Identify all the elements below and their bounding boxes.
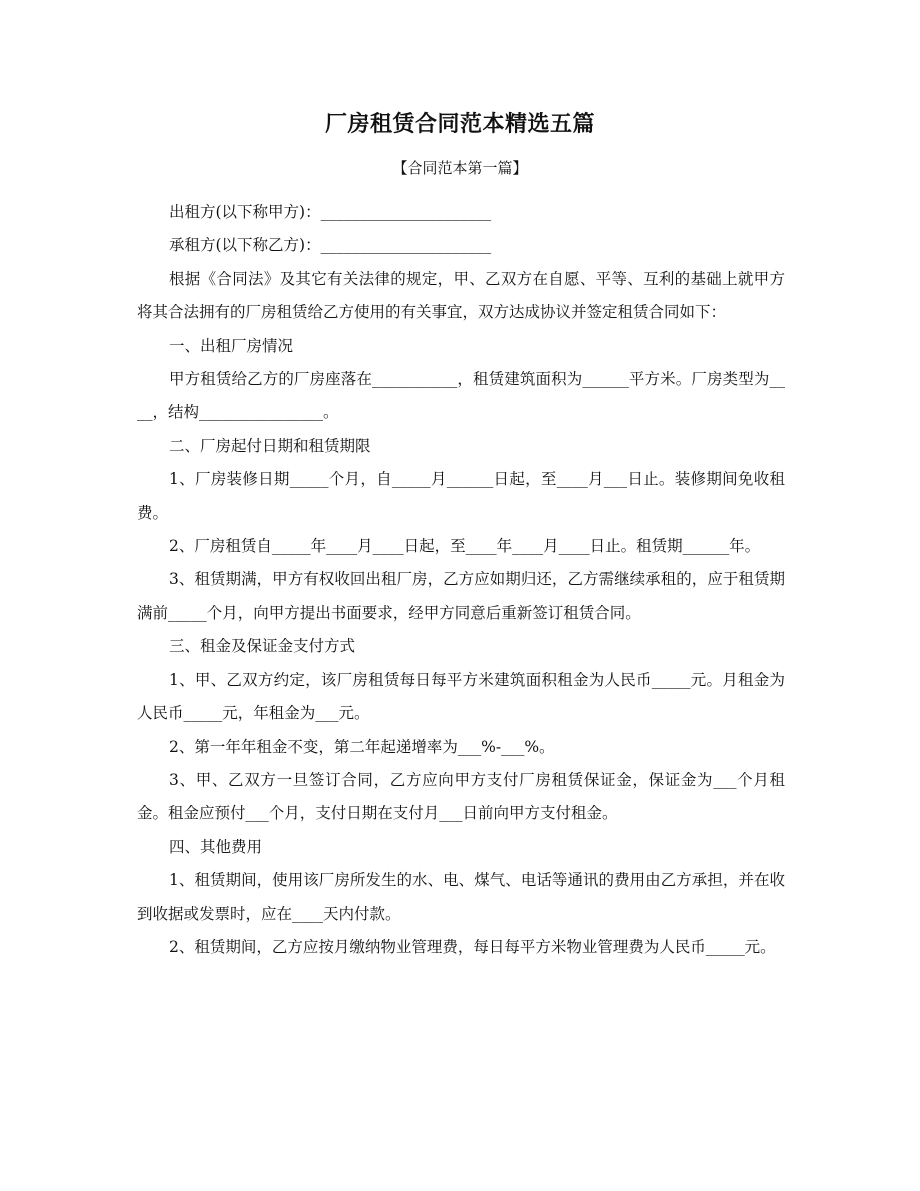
- clause-paragraph: 2、第一年年租金不变，第二年起递增率为___%-___%。: [169, 737, 555, 756]
- clause-paragraph: 3、甲、乙双方一旦签订合同，乙方应向甲方支付厂房租赁保证金，保证金为___个月租金。租金应预付___个月，支付日期在支付月___日前向甲方支付租金。: [137, 770, 785, 823]
- document-subtitle: 【合同范本第一篇】: [392, 159, 528, 177]
- section-heading-2: 二、厂房起付日期和租赁期限: [169, 436, 371, 455]
- section-heading-1: 一、出租厂房情况: [169, 336, 294, 355]
- clause-paragraph: 1、甲、乙双方约定，该厂房租赁每日每平方米建筑面积租金为人民币_____元。月租金为人民币_____元，年租金为___元。: [137, 670, 785, 723]
- document-title: 厂房租赁合同范本精选五篇: [324, 111, 595, 137]
- section-heading-4: 四、其他费用: [169, 837, 263, 856]
- preamble-paragraph: 根据《合同法》及其它有关法律的规定，甲、乙双方在自愿、平等、互利的基础上就甲方将其合法拥有的厂房租赁给乙方使用的有关事宜，双方达成协议并签定租赁合同如下：: [137, 269, 785, 322]
- lessor-line: 出租方(以下称甲方)：______________________: [169, 203, 492, 221]
- lessee-line: 承租方(以下称乙方)：______________________: [169, 236, 492, 255]
- clause-paragraph: 2、厂房租赁自_____年____月____日起，至____年____月____日止。租赁期______年。: [169, 537, 761, 556]
- clause-paragraph: 1、租赁期间，使用该厂房所发生的水、电、煤气、电话等通讯的费用由乙方承担，并在收到收据或发票时，应在____天内付款。: [137, 871, 785, 923]
- clause-paragraph: 甲方租赁给乙方的厂房座落在___________，租赁建筑面积为______平方米。厂房类型为____，结构________________。: [137, 370, 785, 422]
- document-body: [137, 196, 785, 964]
- section-heading-3: 三、租金及保证金支付方式: [169, 637, 356, 656]
- clause-paragraph: 2、租赁期间，乙方应按月缴纳物业管理费，每日每平方米物业管理费为人民币_____元。: [169, 937, 776, 956]
- clause-paragraph: 1、厂房装修日期_____个月，自_____月______日起，至____月___日止。装修期间免收租费。: [137, 470, 785, 522]
- clause-paragraph: 3、租赁期满，甲方有权收回出租厂房，乙方应如期归还，乙方需继续承租的，应于租赁期满前_____个月，向甲方提出书面要求，经甲方同意后重新签订租赁合同。: [137, 570, 785, 622]
